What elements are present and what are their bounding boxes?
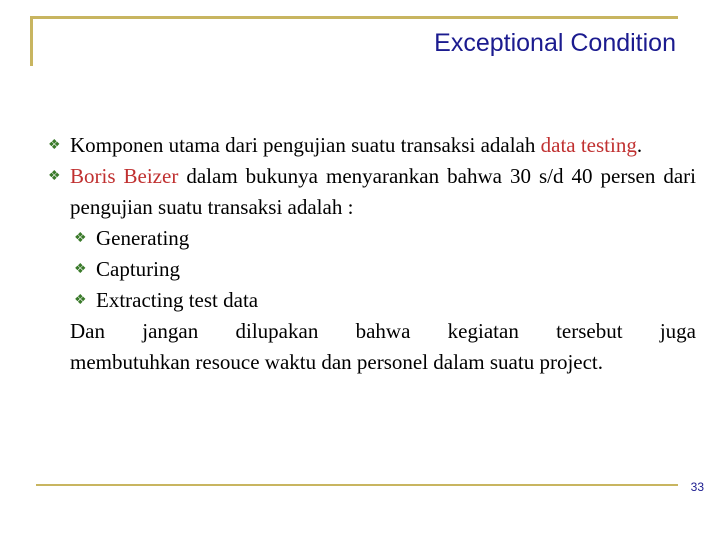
diamond-check-bullet-icon: ❖	[48, 138, 61, 153]
page-number: 33	[690, 480, 704, 494]
sub-item-generating	[48, 223, 696, 254]
bullet-2	[48, 161, 696, 223]
side-rule	[30, 16, 33, 66]
top-rule	[30, 16, 678, 19]
diamond-check-bullet-icon: ❖	[74, 262, 87, 277]
bullet-2-highlight: Boris Beizer	[70, 164, 179, 188]
closing-line-2: membutuhkan resouce waktu dan personel dalam suatu project.	[70, 350, 603, 374]
diamond-check-bullet-icon: ❖	[48, 169, 61, 184]
sub-item-label: Extracting test data	[96, 288, 259, 312]
sub-item-capturing	[48, 254, 696, 285]
slide-title: Exceptional Condition	[434, 29, 676, 57]
bullet-1-end: .	[636, 133, 643, 157]
bottom-rule	[36, 484, 678, 486]
sub-item-label: Generating	[96, 226, 190, 250]
bullet-1-text: Komponen utama dari pengujian suatu transaksi adalah	[70, 133, 541, 157]
diamond-check-bullet-icon: ❖	[74, 231, 87, 246]
sub-item-extracting	[48, 285, 696, 316]
bullet-1	[48, 130, 696, 161]
slide-body	[48, 130, 696, 378]
bullet-1-highlight: data testing	[540, 133, 637, 157]
bullet-2-text: dalam bukunya menyarankan bahwa 30 s/d 40 persen dari pengujian suatu transaksi adalah :	[70, 164, 696, 219]
sub-item-label: Capturing	[96, 257, 180, 281]
diamond-check-bullet-icon: ❖	[74, 293, 87, 308]
closing-line-1: Dan jangan dilupakan bahwa kegiatan tersebut juga	[70, 319, 696, 343]
